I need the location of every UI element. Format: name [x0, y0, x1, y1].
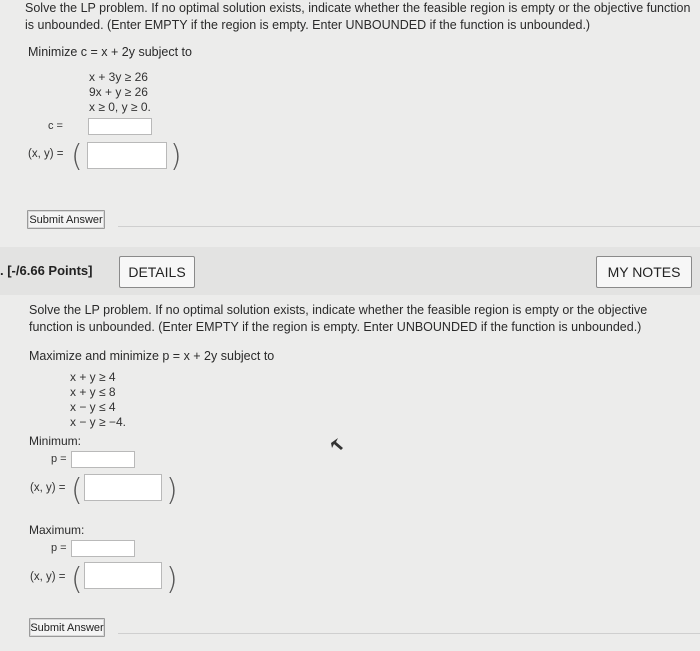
problem1-submit-button[interactable]: Submit Answer: [27, 210, 105, 229]
problem2-constraint-1: x + y ≥ 4: [70, 370, 116, 384]
minimum-xy-label: (x, y) =: [30, 482, 66, 494]
problem2-instructions: Solve the LP problem. If no optimal solution exists, indicate whether the feasible region is empty or the objective function is unbounded. (Enter EMPTY if the region is empty. Enter UNBOUNDED if the function is unbounded.): [29, 303, 648, 334]
problem1-divider: [118, 226, 700, 227]
maximum-xy-input[interactable]: [84, 562, 162, 589]
problem2-constraint-4: x − y ≥ −4.: [70, 415, 126, 429]
maximum-p-label: p =: [51, 542, 67, 554]
maximum-right-paren: ): [166, 562, 178, 597]
minimum-p-label: p =: [51, 453, 67, 465]
problem2-points: . [-/6.66 Points]: [0, 263, 93, 278]
problem1-constraint-3: x ≥ 0, y ≥ 0.: [89, 100, 151, 114]
problem2-header-bar: [0, 247, 700, 295]
problem1-xy-label: (x, y) =: [28, 148, 64, 160]
maximum-label: Maximum:: [29, 523, 85, 537]
problem1-c-input[interactable]: [88, 118, 152, 135]
problem1-objective: Minimize c = x + 2y subject to: [28, 45, 192, 59]
minimum-label: Minimum:: [29, 434, 82, 448]
problem1-right-paren: ): [170, 139, 182, 174]
minimum-p-input[interactable]: [71, 451, 135, 468]
problem1-constraint-2: 9x + y ≥ 26: [89, 85, 148, 99]
maximum-p-input[interactable]: [71, 540, 135, 557]
problem2-submit-button[interactable]: Submit Answer: [29, 618, 105, 637]
problem2-constraint-3: x − y ≤ 4: [70, 400, 116, 414]
problem1-xy-input[interactable]: [87, 142, 167, 169]
problem2-objective: Maximize and minimize p = x + 2y subject to: [29, 349, 275, 363]
problem1-left-paren: (: [71, 139, 83, 174]
problem2-divider: [118, 633, 700, 634]
minimum-xy-input[interactable]: [84, 474, 162, 501]
mouse-cursor-icon: [330, 434, 344, 452]
maximum-xy-label: (x, y) =: [30, 571, 66, 583]
problem1-instructions: Solve the LP problem. If no optimal solution exists, indicate whether the feasible region is empty or the objective function is unbounded. (Enter EMPTY if the region is empty. Enter UNBOUNDED if the function is unbounded.): [25, 1, 691, 32]
details-button[interactable]: DETAILS: [119, 256, 195, 288]
maximum-left-paren: (: [71, 562, 83, 597]
problem2-constraint-2: x + y ≤ 8: [70, 385, 116, 399]
minimum-right-paren: ): [166, 473, 178, 508]
problem1-c-label: c =: [48, 120, 63, 132]
my-notes-button[interactable]: MY NOTES: [596, 256, 692, 288]
minimum-left-paren: (: [71, 473, 83, 508]
problem1-constraint-1: x + 3y ≥ 26: [89, 70, 148, 84]
